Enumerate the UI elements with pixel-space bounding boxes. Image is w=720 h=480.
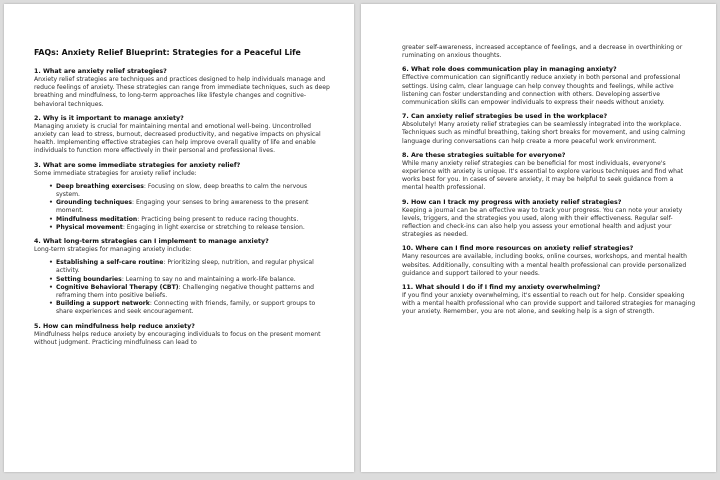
document-title: FAQs: Anxiety Relief Blueprint: Strategies for a Peaceful Life [34, 48, 301, 57]
faq-answer: Mindfulness helps reduce anxiety by encouraging individuals to focus on the present moment without judgment. Practicing mindfulness can lead to [34, 330, 321, 346]
document-page-right [361, 4, 716, 472]
bullet-term: Grounding techniques [56, 199, 133, 207]
faq-question: 1. What are anxiety relief strategies? [34, 68, 167, 75]
faq-intro: Long-term strategies for managing anxiety include: [34, 246, 192, 254]
faq-answer: Absolutely! Many anxiety relief strategies can be seamlessly integrated into the workplace. Techniques such as mindful breathing, taking short breaks for movement, and using calming language during conversations can help create a more peaceful work environment. [402, 121, 686, 145]
faq-item-10 [402, 245, 696, 278]
bullet-icon: • [49, 199, 53, 207]
bullet-item [49, 259, 332, 275]
faq-answer: Managing anxiety is crucial for maintaining mental and emotional well-being. Uncontrolled anxiety can lead to stress, burnout, decreased productivity, and negative impacts on physical health. Implementing effective strategies can help improve overall quality of life and enable individuals to function more effectively in their personal and professional lives. [34, 122, 321, 155]
bullet-text: : Practicing being present to reduce racing thoughts. [137, 215, 299, 223]
bullet-icon: • [49, 283, 53, 291]
faq-answer: While many anxiety relief strategies can be beneficial for most individuals, everyone's experience with anxiety is unique. It's essential to explore various techniques and find what works best for you. In cases of severe anxiety, it may be helpful to seek guidance from a mental health professional. [402, 159, 684, 192]
page-content [402, 44, 696, 323]
faq-item-3 [34, 162, 332, 232]
bullet-term: Setting boundaries [56, 275, 122, 283]
faq-item-8 [402, 152, 696, 193]
bullet-icon: • [49, 215, 53, 223]
bullet-icon: • [49, 182, 53, 190]
bullet-item [49, 215, 332, 224]
faq-item-7 [402, 113, 696, 146]
faq-question: 8. Are these strategies suitable for everyone? [402, 151, 566, 159]
bullet-text: : Engaging your senses to bring awareness to the present moment. [56, 199, 309, 215]
faq-answer: If you find your anxiety overwhelming, it's essential to reach out for help. Consider speaking with a mental health professional who can provide support and tailored strategies for managing your anxiety. Remember, you are not alone, and seeking help is a sign of strength. [402, 292, 696, 316]
faq-question: 3. What are some immediate strategies for anxiety relief? [34, 161, 241, 169]
faq-item-1 [34, 68, 332, 109]
bullet-item [49, 300, 332, 316]
bullet-item [49, 182, 332, 199]
faq-question: 2. Why is it important to manage anxiety? [34, 114, 184, 122]
faq-item-5 [34, 323, 332, 347]
bullet-icon: • [49, 223, 53, 231]
bullet-icon: • [49, 275, 53, 283]
bullet-icon: • [49, 300, 53, 308]
faq-item-6 [402, 66, 696, 107]
faq-answer-continuation: greater self-awareness, increased acceptance of feelings, and a decrease in overthinking or ruminating on anxious thoughts. [402, 44, 683, 60]
page-content [34, 44, 332, 353]
faq-question: 10. Where can I find more resources on anxiety relief strategies? [402, 245, 634, 253]
bullet-text: : Prioritizing sleep, nutrition, and regular physical activity. [56, 259, 314, 275]
bullet-term: Mindfulness meditation [56, 215, 138, 223]
faq-question: 9. How can I track my progress with anxiety relief strategies? [402, 198, 622, 206]
faq-question: 4. What long-term strategies can I implement to manage anxiety? [34, 238, 269, 246]
bullet-text: : Connecting with friends, family, or support groups to share experiences and seek encouragement. [56, 300, 316, 316]
bullet-term: Building a support network [56, 300, 150, 308]
bullet-term: Deep breathing exercises [56, 182, 144, 190]
bullet-term: Physical movement [56, 223, 123, 231]
faq-question: 5. How can mindfulness help reduce anxiety? [34, 322, 195, 330]
faq-question: 6. What role does communication play in managing anxiety? [402, 66, 617, 74]
bullet-list [34, 183, 332, 232]
bullet-icon: • [49, 259, 53, 267]
bullet-text: : Challenging negative thought patterns and reframing them into positive beliefs. [56, 283, 315, 300]
bullet-text: : Engaging in light exercise or stretching to release tension. [122, 223, 305, 231]
faq-answer: Anxiety relief strategies are techniques and practices designed to help individuals manage and reduce feelings of anxiety. These strategies can range from immediate techniques, such as deep breathing and mindfulness, to long-term approaches like lifestyle changes and cognitive-behavioral techniques. [34, 76, 330, 108]
faq-item-9 [402, 199, 696, 240]
faq-answer: Many resources are available, including books, online courses, workshops, and mental health websites. Additionally, consulting with a mental health professional can provide personalized guidance and support tailored to your needs. [402, 253, 687, 277]
bullet-item [49, 199, 332, 215]
bullet-list [34, 259, 332, 316]
bullet-item [49, 283, 332, 300]
faq-item-2 [34, 115, 332, 156]
bullet-term: Cognitive Behavioral Therapy (CBT) [56, 283, 179, 291]
faq-answer: Effective communication can significantly reduce anxiety in both personal and professional settings. Using calm, clear language can help convey thoughts and feelings, while active listening can foster understanding and connection with others. Developing assertive communication skills can empower individuals to express their needs without anxiety. [402, 74, 681, 107]
faq-item-11 [402, 284, 696, 317]
bullet-text: : Learning to say no and maintaining a work-life balance. [121, 275, 296, 283]
bullet-term: Establishing a self-care routine [56, 259, 164, 267]
bullet-item [49, 275, 332, 284]
faq-answer: Keeping a journal can be an effective way to track your progress. You can note your anxiety levels, triggers, and the strategies you used, along with their effectiveness. Regular self-reflection and check-ins can also help you assess your emotional health and adjust your strategies as needed. [402, 206, 683, 239]
faq-intro: Some immediate strategies for anxiety relief include: [34, 169, 197, 177]
faq-question: 7. Can anxiety relief strategies be used in the workplace? [402, 113, 608, 121]
document-page-left [4, 4, 354, 472]
faq-question: 11. What should I do if I find my anxiety overwhelming? [402, 284, 601, 292]
bullet-text: : Focusing on slow, deep breaths to calm the nervous system. [56, 182, 307, 199]
faq-item-4 [34, 238, 332, 317]
bullet-item [49, 223, 332, 232]
